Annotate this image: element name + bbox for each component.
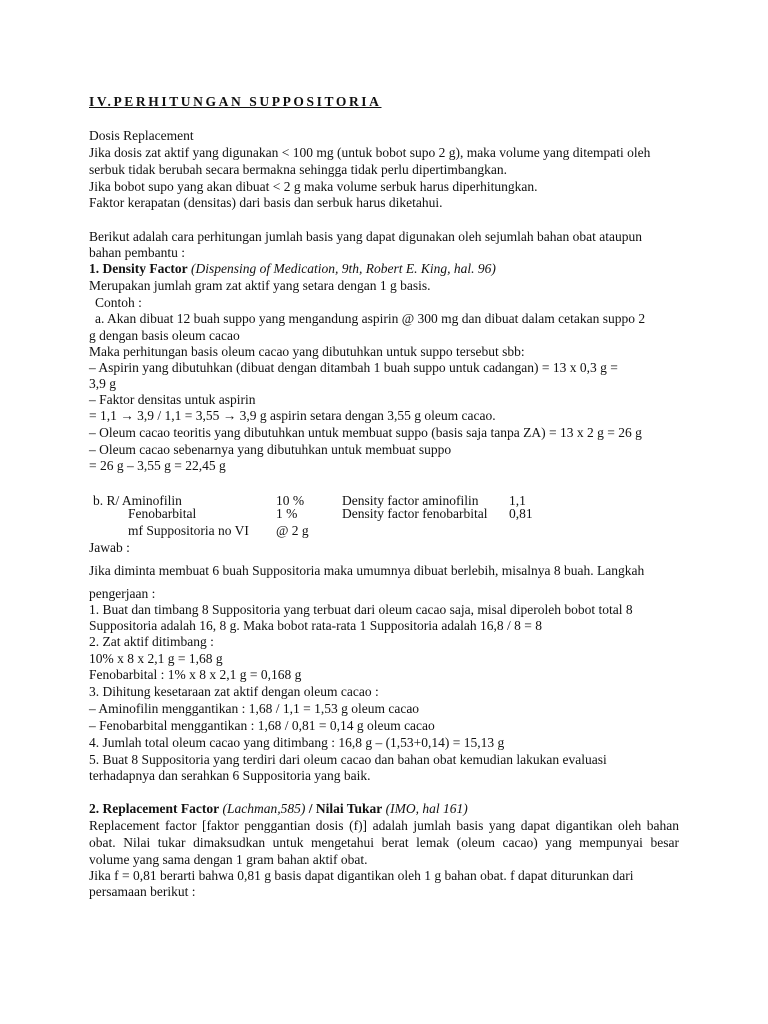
example-a-line-2: g dengan basis oleum cacao bbox=[89, 328, 240, 343]
recipe-r1-amount: 10 % bbox=[276, 493, 305, 508]
step-3-aminofilin: – Aminofilin menggantikan : 1,68 / 1,1 = 1,53 g oleum cacao bbox=[89, 701, 420, 716]
replacement-line-1: Replacement factor [faktor penggantian dosis (f)] adalah jumlah basis yang dapat digantikan oleh bahan bbox=[89, 818, 679, 833]
replacement-line-5: persamaan berikut : bbox=[89, 884, 196, 899]
calc-line-7: – Oleum cacao sebenarnya yang dibutuhkan untuk membuat suppo bbox=[89, 442, 452, 457]
density-heading-line bbox=[89, 260, 496, 277]
step-5-line-1: 5. Buat 8 Suppositoria yang terdiri dari oleum cacao dan bahan obat kemudian lakukan evaluasi bbox=[89, 752, 607, 767]
recipe-r3-name: mf Suppositoria no VI bbox=[128, 523, 249, 538]
step-3: 3. Dihitung kesetaraan zat aktif dengan oleum cacao : bbox=[89, 684, 379, 699]
calc-line-3: 3,9 g bbox=[89, 376, 116, 391]
recipe-r2-factor-label: Density factor fenobarbital bbox=[342, 506, 488, 521]
para2-line-1: Berikut adalah cara perhitungan jumlah basis yang dapat digunakan oleh sejumlah bahan obat ataupun bbox=[89, 229, 642, 244]
density-desc: Merupakan jumlah gram zat aktif yang setara dengan 1 g basis. bbox=[89, 278, 431, 293]
example-a-line-1: a. Akan dibuat 12 buah suppo yang mengandung aspirin @ 300 mg dan dibuat dalam cetakan suppo 2 bbox=[95, 311, 646, 326]
recipe-r2-factor-value: 0,81 bbox=[509, 506, 533, 521]
density-source: (Dispensing of Medication, 9th, Robert E. King, hal. 96) bbox=[190, 261, 496, 276]
density-heading: 1. Density Factor bbox=[89, 261, 188, 276]
nilai-tukar-heading: Nilai Tukar bbox=[315, 801, 383, 816]
step-2-fenobarbital: Fenobarbital : 1% x 8 x 2,1 g = 0,168 g bbox=[89, 667, 302, 682]
intro-line-4: Faktor kerapatan (densitas) dari basis dan serbuk harus diketahui. bbox=[89, 195, 443, 210]
calc-line-6: – Oleum cacao teoritis yang dibutuhkan untuk membuat suppo (basis saja tanpa ZA) = 13 x 2 g = 26 g bbox=[89, 425, 642, 440]
recipe-r1-name: b. R/ Aminofilin bbox=[93, 493, 182, 508]
contoh-label: Contoh : bbox=[95, 295, 142, 310]
replacement-line-2: obat. Nilai tukar dimaksudkan untuk mengetahui berat lemak (oleum cacao) yang mempunyai besar bbox=[89, 835, 679, 850]
replacement-heading-line bbox=[89, 800, 468, 817]
step-4: 4. Jumlah total oleum cacao yang ditimbang : 16,8 g – (1,53+0,14) = 15,13 g bbox=[89, 735, 505, 750]
replacement-source-2: (IMO, hal 161) bbox=[385, 801, 468, 816]
section-title: IV.PERHITUNGAN SUPPOSITORIA bbox=[89, 94, 382, 109]
calc-line-5: = 1,1 → 3,9 / 1,1 = 3,55 → 3,9 g aspirin setara dengan 3,55 g oleum cacao. bbox=[89, 408, 496, 423]
intro-line-3: Jika bobot supo yang akan dibuat < 2 g maka volume serbuk harus diperhitungkan. bbox=[89, 179, 538, 194]
step-5-line-2: terhadapnya dan serahkan 6 Suppositoria yang baik. bbox=[89, 768, 371, 783]
para2-line-2: bahan pembantu : bbox=[89, 245, 185, 260]
intro-line-2: serbuk tidak berubah secara bermakna sehingga tidak perlu dipertimbangkan. bbox=[89, 162, 507, 177]
calc-line-4: – Faktor densitas untuk aspirin bbox=[89, 392, 256, 407]
replacement-line-3: volume yang sama dengan 1 gram bahan aktif obat. bbox=[89, 852, 368, 867]
jawab-label: Jawab : bbox=[89, 540, 130, 555]
recipe-r2-name: Fenobarbital bbox=[128, 506, 197, 521]
recipe-r1-factor-label: Density factor aminofilin bbox=[342, 493, 479, 508]
calc-line-1: Maka perhitungan basis oleum cacao yang dibutuhkan untuk suppo tersebut sbb: bbox=[89, 344, 525, 359]
step-3-fenobarbital: – Fenobarbital menggantikan : 1,68 / 0,81 = 0,14 g oleum cacao bbox=[89, 718, 435, 733]
step-1-line-2: Suppositoria adalah 16, 8 g. Maka bobot rata-rata 1 Suppositoria adalah 16,8 / 8 = 8 bbox=[89, 618, 543, 633]
intro-heading: Dosis Replacement bbox=[89, 128, 194, 143]
calc-line-8: = 26 g – 3,55 g = 22,45 g bbox=[89, 458, 226, 473]
heading-separator: / bbox=[305, 801, 316, 816]
step-1-line-1: 1. Buat dan timbang 8 Suppositoria yang terbuat dari oleum cacao saja, misal diperoleh bobot total 8 bbox=[89, 602, 633, 617]
answer-para-1: Jika diminta membuat 6 buah Suppositoria maka umumnya dibuat berlebih, misalnya 8 buah. Langkah bbox=[89, 563, 645, 578]
recipe-r3-amount: @ 2 g bbox=[276, 523, 309, 538]
intro-line-1: Jika dosis zat aktif yang digunakan < 100 mg (untuk bobot supo 2 g), maka volume yang ditempati oleh bbox=[89, 145, 651, 160]
recipe-r2-amount: 1 % bbox=[276, 506, 298, 521]
replacement-heading: 2. Replacement Factor bbox=[89, 801, 220, 816]
answer-para-2: pengerjaan : bbox=[89, 586, 156, 601]
recipe-r1-factor-value: 1,1 bbox=[509, 493, 526, 508]
replacement-line-4: Jika f = 0,81 berarti bahwa 0,81 g basis dapat digantikan oleh 1 g bahan obat. f dapat diturunkan dari bbox=[89, 868, 634, 883]
step-2: 2. Zat aktif ditimbang : bbox=[89, 634, 214, 649]
calc-line-2: – Aspirin yang dibutuhkan (dibuat dengan ditambah 1 buah suppo untuk cadangan) = 13 x 0,3 g = bbox=[89, 360, 618, 375]
replacement-source-1: (Lachman,585) bbox=[222, 801, 306, 816]
step-2-aminofilin: 10% x 8 x 2,1 g = 1,68 g bbox=[89, 651, 223, 666]
